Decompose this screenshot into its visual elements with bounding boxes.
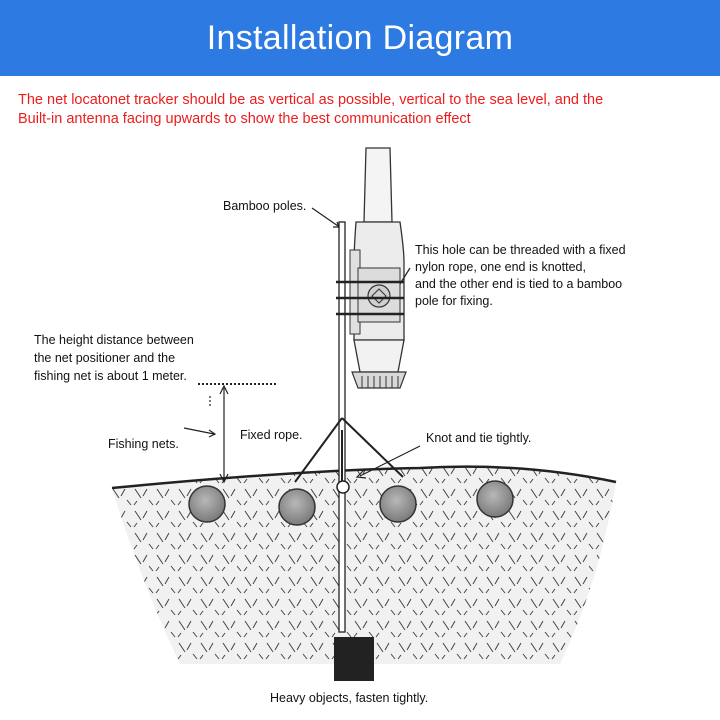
float-4 [477, 481, 513, 517]
label-knot: Knot and tie tightly. [426, 431, 532, 445]
knot [337, 481, 349, 493]
label-fixed-rope: Fixed rope. [240, 428, 303, 442]
page-title: Installation Diagram [206, 18, 514, 57]
label-bamboo-poles: Bamboo poles. [223, 199, 307, 213]
label-fishing-nets: Fishing nets. [108, 437, 179, 451]
fishing-net [112, 467, 616, 664]
float-1 [189, 486, 225, 522]
label-hole-line-4: pole for fixing. [415, 294, 493, 308]
label-hole-line-3: and the other end is tied to a bamboo [415, 277, 623, 291]
label-heavy-objects: Heavy objects, fasten tightly. [270, 691, 429, 705]
label-height-line-2: the net positioner and the [34, 351, 176, 365]
note-line-1: The net locatonet tracker should be as vertical as possible, vertical to the sea level, and the [18, 92, 604, 108]
float-2 [279, 489, 315, 525]
net-tracker-device [336, 148, 406, 388]
note-line-2: Built-in antenna facing upwards to show the best communication effect [18, 111, 471, 127]
label-hole-line-2: nylon rope, one end is knotted, [415, 260, 586, 274]
float-3 [380, 486, 416, 522]
bamboo-pole [339, 222, 345, 632]
label-height-line-3: fishing net is about 1 meter. [34, 369, 187, 383]
label-hole-line-1: This hole can be threaded with a fixed [415, 243, 626, 257]
label-height-line-1: The height distance between [34, 333, 194, 347]
tracker-antenna [364, 148, 392, 222]
heavy-weight [334, 637, 374, 681]
